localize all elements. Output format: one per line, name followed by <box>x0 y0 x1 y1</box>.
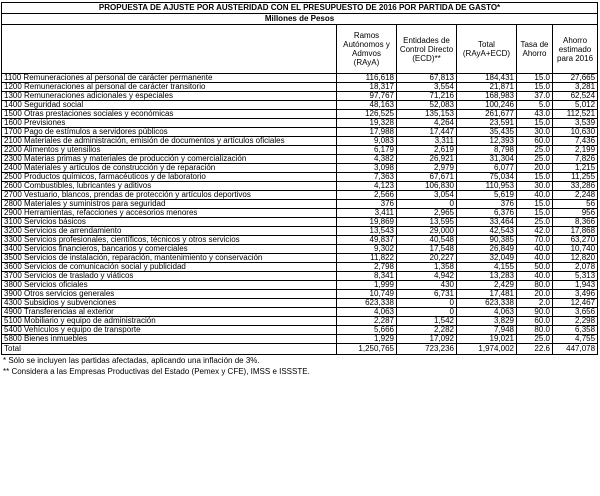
cell-ecd: 430 <box>397 281 457 290</box>
cell-tasa: 2.0 <box>517 299 553 308</box>
column-header-row <box>2 25 598 74</box>
cell-raya: 623,338 <box>337 299 397 308</box>
cell-tasa: 37.0 <box>517 92 553 101</box>
cell-ahorro: 4,755 <box>553 335 598 344</box>
cell-raya: 3,411 <box>337 209 397 218</box>
table-row <box>2 335 598 344</box>
header-ecd: Entidades de Control Directo (ECD)** <box>397 25 457 74</box>
table-row <box>2 236 598 245</box>
cell-concept: 2300 Materias primas y materiales de producción y comercialización <box>2 155 337 164</box>
header-tasa: Tasa de Ahorro <box>517 25 553 74</box>
header-raya: Ramos Autónomos y Admvos (RAyA) <box>337 25 397 74</box>
table-row <box>2 182 598 191</box>
cell-raya: 97,767 <box>337 92 397 101</box>
table-row <box>2 245 598 254</box>
cell-concept: 1500 Otras prestaciones sociales y económicas <box>2 110 337 119</box>
cell-concept: 2700 Vestuario, blancos, prendas de protección y artículos deportivos <box>2 191 337 200</box>
cell-raya: 17,988 <box>337 128 397 137</box>
cell-ecd: 0 <box>397 308 457 317</box>
cell-raya: 4,123 <box>337 182 397 191</box>
cell-tasa: 5.0 <box>517 101 553 110</box>
cell-total: 7,948 <box>457 326 517 335</box>
cell-ahorro: 10,740 <box>553 245 598 254</box>
cell-raya: 9,302 <box>337 245 397 254</box>
cell-total: 19,021 <box>457 335 517 344</box>
cell-total: 90,385 <box>457 236 517 245</box>
table-row <box>2 272 598 281</box>
cell-raya: 4,382 <box>337 155 397 164</box>
cell-tasa: 25.0 <box>517 155 553 164</box>
cell-raya: 1,999 <box>337 281 397 290</box>
footnote-1: * Sólo se incluyen las partidas afectadas, aplicando una inflación de 3%. <box>3 356 260 365</box>
cell-raya: 116,618 <box>337 74 397 83</box>
cell-total: 42,543 <box>457 227 517 236</box>
cell-total: 2,429 <box>457 281 517 290</box>
cell-tasa: 43.0 <box>517 110 553 119</box>
cell-ecd: 4,942 <box>397 272 457 281</box>
cell-tasa: 20.0 <box>517 164 553 173</box>
cell-raya: 18,317 <box>337 83 397 92</box>
cell-ecd: 4,264 <box>397 119 457 128</box>
cell-total: 168,983 <box>457 92 517 101</box>
cell-tasa: 50.0 <box>517 263 553 272</box>
header-ahorro: Ahorro estimado para 2016 <box>553 25 598 74</box>
cell-ahorro: 27,665 <box>553 74 598 83</box>
table-row <box>2 254 598 263</box>
cell-total: 6,077 <box>457 164 517 173</box>
cell-raya: 126,525 <box>337 110 397 119</box>
cell-tasa: 20.0 <box>517 290 553 299</box>
cell-ahorro: 956 <box>553 209 598 218</box>
cell-ahorro: 6,358 <box>553 326 598 335</box>
cell-tasa: 25.0 <box>517 335 553 344</box>
total-ecd: 723,236 <box>397 344 457 355</box>
cell-tasa: 90.0 <box>517 308 553 317</box>
cell-raya: 19,328 <box>337 119 397 128</box>
table-row <box>2 308 598 317</box>
cell-ahorro: 1,943 <box>553 281 598 290</box>
cell-ecd: 1,358 <box>397 263 457 272</box>
cell-total: 21,871 <box>457 83 517 92</box>
total-tasa: 22.6 <box>517 344 553 355</box>
cell-ahorro: 8,366 <box>553 218 598 227</box>
table-row <box>2 218 598 227</box>
cell-ecd: 6,731 <box>397 290 457 299</box>
cell-concept: 3900 Otros servicios generales <box>2 290 337 299</box>
cell-concept: 1600 Previsiones <box>2 119 337 128</box>
cell-ahorro: 1,215 <box>553 164 598 173</box>
cell-total: 4,155 <box>457 263 517 272</box>
table-row <box>2 326 598 335</box>
cell-ecd: 106,830 <box>397 182 457 191</box>
cell-tasa: 80.0 <box>517 326 553 335</box>
cell-raya: 49,837 <box>337 236 397 245</box>
cell-tasa: 40.0 <box>517 254 553 263</box>
cell-raya: 3,098 <box>337 164 397 173</box>
cell-concept: 1700 Pago de estímulos a servidores públicos <box>2 128 337 137</box>
cell-total: 12,393 <box>457 137 517 146</box>
cell-ecd: 3,554 <box>397 83 457 92</box>
cell-ahorro: 62,524 <box>553 92 598 101</box>
cell-raya: 1,929 <box>337 335 397 344</box>
cell-tasa: 15.0 <box>517 74 553 83</box>
cell-concept: 1200 Remuneraciones al personal de carácter transitorio <box>2 83 337 92</box>
cell-ahorro: 10,630 <box>553 128 598 137</box>
cell-ahorro: 2,199 <box>553 146 598 155</box>
cell-concept: 2800 Materiales y suministros para seguridad <box>2 200 337 209</box>
cell-ahorro: 7,436 <box>553 137 598 146</box>
table-body <box>2 74 598 344</box>
cell-ahorro: 11,255 <box>553 173 598 182</box>
cell-ecd: 2,979 <box>397 164 457 173</box>
table-row <box>2 119 598 128</box>
cell-concept: 2100 Materiales de administración, emisión de documentos y artículos oficiales <box>2 137 337 146</box>
cell-ahorro: 2,298 <box>553 317 598 326</box>
cell-total: 75,034 <box>457 173 517 182</box>
cell-total: 32,049 <box>457 254 517 263</box>
cell-tasa: 15.0 <box>517 200 553 209</box>
cell-raya: 10,749 <box>337 290 397 299</box>
cell-tasa: 40.0 <box>517 191 553 200</box>
cell-ahorro: 5,313 <box>553 272 598 281</box>
table-row <box>2 92 598 101</box>
cell-total: 8,798 <box>457 146 517 155</box>
cell-tasa: 60.0 <box>517 137 553 146</box>
table-row <box>2 317 598 326</box>
cell-ahorro: 7,826 <box>553 155 598 164</box>
footnote-2: ** Considera a las Empresas Productivas del Estado (Pemex y CFE), IMSS e ISSSTE. <box>3 367 310 376</box>
cell-concept: 2600 Combustibles, lubricantes y aditivos <box>2 182 337 191</box>
cell-total: 376 <box>457 200 517 209</box>
table-row <box>2 110 598 119</box>
cell-ahorro: 33,286 <box>553 182 598 191</box>
cell-ecd: 13,595 <box>397 218 457 227</box>
cell-ahorro: 3,496 <box>553 290 598 299</box>
cell-total: 100,246 <box>457 101 517 110</box>
cell-ecd: 3,054 <box>397 191 457 200</box>
cell-concept: 3600 Servicios de comunicación social y publicidad <box>2 263 337 272</box>
cell-ecd: 17,548 <box>397 245 457 254</box>
cell-ecd: 17,092 <box>397 335 457 344</box>
header-total: Total (RAyA+ECD) <box>457 25 517 74</box>
cell-total: 35,435 <box>457 128 517 137</box>
cell-ecd: 3,311 <box>397 137 457 146</box>
table-row <box>2 137 598 146</box>
cell-concept: 1400 Seguridad social <box>2 101 337 110</box>
table-row <box>2 146 598 155</box>
cell-ecd: 20,227 <box>397 254 457 263</box>
cell-total: 17,481 <box>457 290 517 299</box>
cell-raya: 9,083 <box>337 137 397 146</box>
table-row <box>2 209 598 218</box>
cell-raya: 13,543 <box>337 227 397 236</box>
cell-total: 33,464 <box>457 218 517 227</box>
table-row <box>2 173 598 182</box>
cell-tasa: 70.0 <box>517 236 553 245</box>
table-row <box>2 200 598 209</box>
cell-ahorro: 12,467 <box>553 299 598 308</box>
cell-raya: 2,798 <box>337 263 397 272</box>
table-row <box>2 227 598 236</box>
cell-raya: 2,566 <box>337 191 397 200</box>
cell-concept: 1300 Remuneraciones adicionales y especiales <box>2 92 337 101</box>
cell-ahorro: 2,248 <box>553 191 598 200</box>
cell-raya: 11,822 <box>337 254 397 263</box>
cell-tasa: 15.0 <box>517 173 553 182</box>
cell-tasa: 15.0 <box>517 83 553 92</box>
cell-tasa: 30.0 <box>517 182 553 191</box>
cell-total: 261,677 <box>457 110 517 119</box>
table-row <box>2 299 598 308</box>
cell-total: 4,063 <box>457 308 517 317</box>
cell-raya: 7,363 <box>337 173 397 182</box>
cell-tasa: 60.0 <box>517 317 553 326</box>
cell-tasa: 40.0 <box>517 245 553 254</box>
table-row <box>2 74 598 83</box>
cell-raya: 5,666 <box>337 326 397 335</box>
total-row <box>2 344 598 355</box>
cell-concept: 2500 Productos químicos, farmacéuticos y de laboratorio <box>2 173 337 182</box>
cell-total: 110,953 <box>457 182 517 191</box>
cell-raya: 376 <box>337 200 397 209</box>
cell-concept: 5800 Bienes inmuebles <box>2 335 337 344</box>
cell-raya: 8,341 <box>337 272 397 281</box>
cell-concept: 3200 Servicios de arrendamiento <box>2 227 337 236</box>
cell-total: 31,304 <box>457 155 517 164</box>
cell-ecd: 67,813 <box>397 74 457 83</box>
table-row <box>2 290 598 299</box>
table-row <box>2 83 598 92</box>
cell-ahorro: 17,868 <box>553 227 598 236</box>
budget-table-container <box>1 2 599 377</box>
cell-total: 5,619 <box>457 191 517 200</box>
cell-ecd: 0 <box>397 299 457 308</box>
cell-ecd: 0 <box>397 200 457 209</box>
cell-tasa: 42.0 <box>517 227 553 236</box>
cell-concept: 3100 Servicios básicos <box>2 218 337 227</box>
cell-ahorro: 63,270 <box>553 236 598 245</box>
cell-total: 184,431 <box>457 74 517 83</box>
cell-concept: 5400 Vehículos y equipo de transporte <box>2 326 337 335</box>
cell-ecd: 52,083 <box>397 101 457 110</box>
cell-raya: 48,163 <box>337 101 397 110</box>
table-subtitle: Millones de Pesos <box>2 14 598 25</box>
cell-ecd: 29,000 <box>397 227 457 236</box>
cell-ecd: 71,216 <box>397 92 457 101</box>
cell-concept: 2900 Herramientas, refacciones y accesorios menores <box>2 209 337 218</box>
cell-concept: 2400 Materiales y artículos de construcción y de reparación <box>2 164 337 173</box>
cell-ecd: 2,965 <box>397 209 457 218</box>
cell-ecd: 1,542 <box>397 317 457 326</box>
table-row <box>2 164 598 173</box>
cell-ahorro: 112,521 <box>553 110 598 119</box>
cell-ahorro: 12,820 <box>553 254 598 263</box>
total-label: Total <box>2 344 337 355</box>
cell-ecd: 40,548 <box>397 236 457 245</box>
total-raya: 1,250,765 <box>337 344 397 355</box>
cell-tasa: 80.0 <box>517 281 553 290</box>
cell-total: 23,591 <box>457 119 517 128</box>
cell-ecd: 2,619 <box>397 146 457 155</box>
cell-raya: 4,063 <box>337 308 397 317</box>
cell-ahorro: 3,539 <box>553 119 598 128</box>
cell-ecd: 26,921 <box>397 155 457 164</box>
cell-ecd: 17,447 <box>397 128 457 137</box>
total-ahorro: 447,078 <box>553 344 598 355</box>
cell-total: 3,829 <box>457 317 517 326</box>
cell-total: 13,283 <box>457 272 517 281</box>
cell-raya: 19,869 <box>337 218 397 227</box>
table-row <box>2 101 598 110</box>
cell-concept: 3300 Servicios profesionales, científicos, técnicos y otros servicios <box>2 236 337 245</box>
cell-concept: 4300 Subsidios y subvenciones <box>2 299 337 308</box>
cell-ecd: 67,671 <box>397 173 457 182</box>
cell-tasa: 15.0 <box>517 209 553 218</box>
cell-tasa: 30.0 <box>517 128 553 137</box>
cell-tasa: 25.0 <box>517 146 553 155</box>
budget-table <box>1 2 598 355</box>
cell-tasa: 15.0 <box>517 119 553 128</box>
cell-concept: 3500 Servicios de instalación, reparación, mantenimiento y conservación <box>2 254 337 263</box>
cell-raya: 6,179 <box>337 146 397 155</box>
cell-total: 26,849 <box>457 245 517 254</box>
table-row <box>2 191 598 200</box>
table-title: PROPUESTA DE AJUSTE POR AUSTERIDAD CON EL PRESUPUESTO DE 2016 POR PARTIDA DE GASTO* <box>2 3 598 14</box>
cell-concept: 3800 Servicios oficiales <box>2 281 337 290</box>
cell-ahorro: 56 <box>553 200 598 209</box>
cell-concept: 3400 Servicios financieros, bancarios y comerciales <box>2 245 337 254</box>
cell-ahorro: 3,281 <box>553 83 598 92</box>
cell-ahorro: 2,078 <box>553 263 598 272</box>
cell-total: 6,376 <box>457 209 517 218</box>
table-row <box>2 281 598 290</box>
table-row <box>2 155 598 164</box>
cell-tasa: 25.0 <box>517 218 553 227</box>
cell-total: 623,338 <box>457 299 517 308</box>
cell-concept: 2200 Alimentos y utensilios <box>2 146 337 155</box>
table-row <box>2 128 598 137</box>
table-row <box>2 263 598 272</box>
cell-concept: 4900 Transferencias al exterior <box>2 308 337 317</box>
cell-ecd: 2,282 <box>397 326 457 335</box>
cell-concept: 3700 Servicios de traslado y viáticos <box>2 272 337 281</box>
total-total: 1,974,002 <box>457 344 517 355</box>
cell-ahorro: 5,012 <box>553 101 598 110</box>
cell-tasa: 40.0 <box>517 272 553 281</box>
header-concept <box>2 25 337 74</box>
cell-ahorro: 3,656 <box>553 308 598 317</box>
cell-ecd: 135,153 <box>397 110 457 119</box>
cell-concept: 1100 Remuneraciones al personal de carácter permanente <box>2 74 337 83</box>
cell-concept: 5100 Mobiliario y equipo de administración <box>2 317 337 326</box>
cell-raya: 2,287 <box>337 317 397 326</box>
